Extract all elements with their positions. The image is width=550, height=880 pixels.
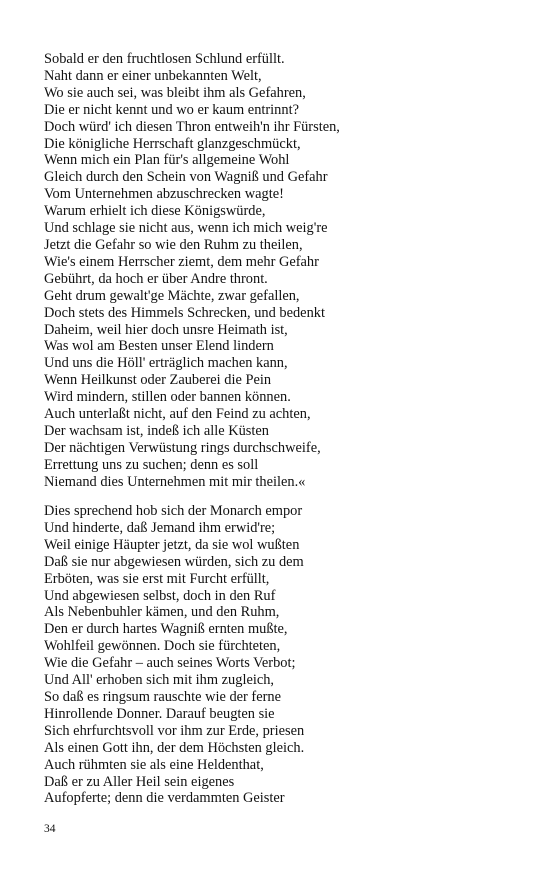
- verse-line: Den er durch hartes Wagniß ernten mußte,: [44, 621, 288, 638]
- verse-line: Errettung uns zu suchen; denn es soll: [44, 456, 259, 473]
- verse-line: So daß es ringsum rauschte wie der ferne: [44, 688, 281, 705]
- verse-line: Geht drum gewalt'ge Mächte, zwar gefallen,: [44, 287, 300, 304]
- verse-line: Wird mindern, stillen oder bannen können.: [44, 389, 291, 406]
- verse-line: Und All' erhoben sich mit ihm zugleich,: [44, 672, 275, 689]
- verse-line: Sobald er den fruchtlosen Schlund erfüllt.: [44, 51, 285, 67]
- verse-line: Hinrollende Donner. Darauf beugten sie: [44, 705, 275, 722]
- verse-line: Wohlfeil gewönnen. Doch sie fürchteten,: [44, 638, 281, 655]
- verse-line: Gebührt, da hoch er über Andre thront.: [44, 270, 268, 287]
- verse-line: Als Nebenbuhler kämen, und den Ruhm,: [44, 604, 280, 621]
- verse-line: Wie's einem Herrscher ziemt, dem mehr Gefahr: [44, 253, 319, 270]
- verse-line: Daheim, weil hier doch unsre Heimath ist,: [44, 321, 288, 338]
- verse-line: Der wachsam ist, indeß ich alle Küsten: [44, 422, 269, 439]
- verse-line: Erböten, was sie erst mit Furcht erfüllt,: [44, 570, 270, 587]
- verse-line: Auch rühmten sie als eine Heldenthat,: [44, 756, 264, 773]
- verse-line: Dies sprechend hob sich der Monarch empor: [44, 503, 303, 519]
- verse-line: Und abgewiesen selbst, doch in den Ruf: [44, 587, 276, 604]
- verse-line: Weil einige Häupter jetzt, da sie wol wußten: [44, 536, 300, 553]
- stanza-1: [44, 51, 504, 491]
- verse-line: Als einen Gott ihn, der dem Höchsten gleich.: [44, 739, 305, 756]
- verse-line: Doch würd' ich diesen Thron entweih'n ihr Fürsten,: [44, 118, 340, 135]
- verse-line: Wo sie auch sei, was bleibt ihm als Gefahren,: [44, 84, 306, 101]
- verse-line: Warum erhielt ich diese Königswürde,: [44, 203, 266, 220]
- verse-line: Doch stets des Himmels Schrecken, und bedenkt: [44, 304, 325, 321]
- verse-line: Die königliche Herrschaft glanzgeschmückt,: [44, 135, 301, 152]
- verse-line: Naht dann er einer unbekannten Welt,: [44, 67, 262, 84]
- verse-line: Der nächtigen Verwüstung rings durchschweife,: [44, 439, 321, 456]
- page-number: 34: [44, 823, 56, 835]
- verse-line: Auch unterlaßt nicht, auf den Feind zu achten,: [44, 406, 311, 423]
- verse-line: Daß sie nur abgewiesen würden, sich zu dem: [44, 553, 304, 570]
- verse-line: Sich ehrfurchtsvoll vor ihm zur Erde, priesen: [44, 722, 305, 739]
- verse-line: Wenn mich ein Plan für's allgemeine Wohl: [44, 152, 290, 169]
- verse-line: Jetzt die Gefahr so wie den Ruhm zu theilen,: [44, 236, 303, 253]
- verse-line: Vom Unternehmen abzuschrecken wagte!: [44, 186, 284, 203]
- stanza-2: [44, 503, 504, 807]
- verse-line: Die er nicht kennt und wo er kaum entrinnt?: [44, 101, 299, 118]
- verse-line: Wenn Heilkunst oder Zauberei die Pein: [44, 372, 272, 389]
- verse-line: Niemand dies Unternehmen mit mir theilen.«: [44, 473, 306, 490]
- verse-line: Gleich durch den Schein von Wagniß und Gefahr: [44, 169, 328, 186]
- verse-line: Daß er zu Aller Heil sein eigenes: [44, 773, 235, 790]
- verse-line: Aufopferte; denn die verdammten Geister: [44, 790, 285, 807]
- verse-line: Und uns die Höll' erträglich machen kann,: [44, 355, 288, 372]
- verse-line: Und hinderte, daß Jemand ihm erwid're;: [44, 519, 276, 536]
- verse-line: Was wol am Besten unser Elend lindern: [44, 338, 274, 355]
- verse-line: Wie die Gefahr – auch seines Worts Verbot;: [44, 655, 296, 672]
- verse-line: Und schlage sie nicht aus, wenn ich mich weig're: [44, 220, 328, 237]
